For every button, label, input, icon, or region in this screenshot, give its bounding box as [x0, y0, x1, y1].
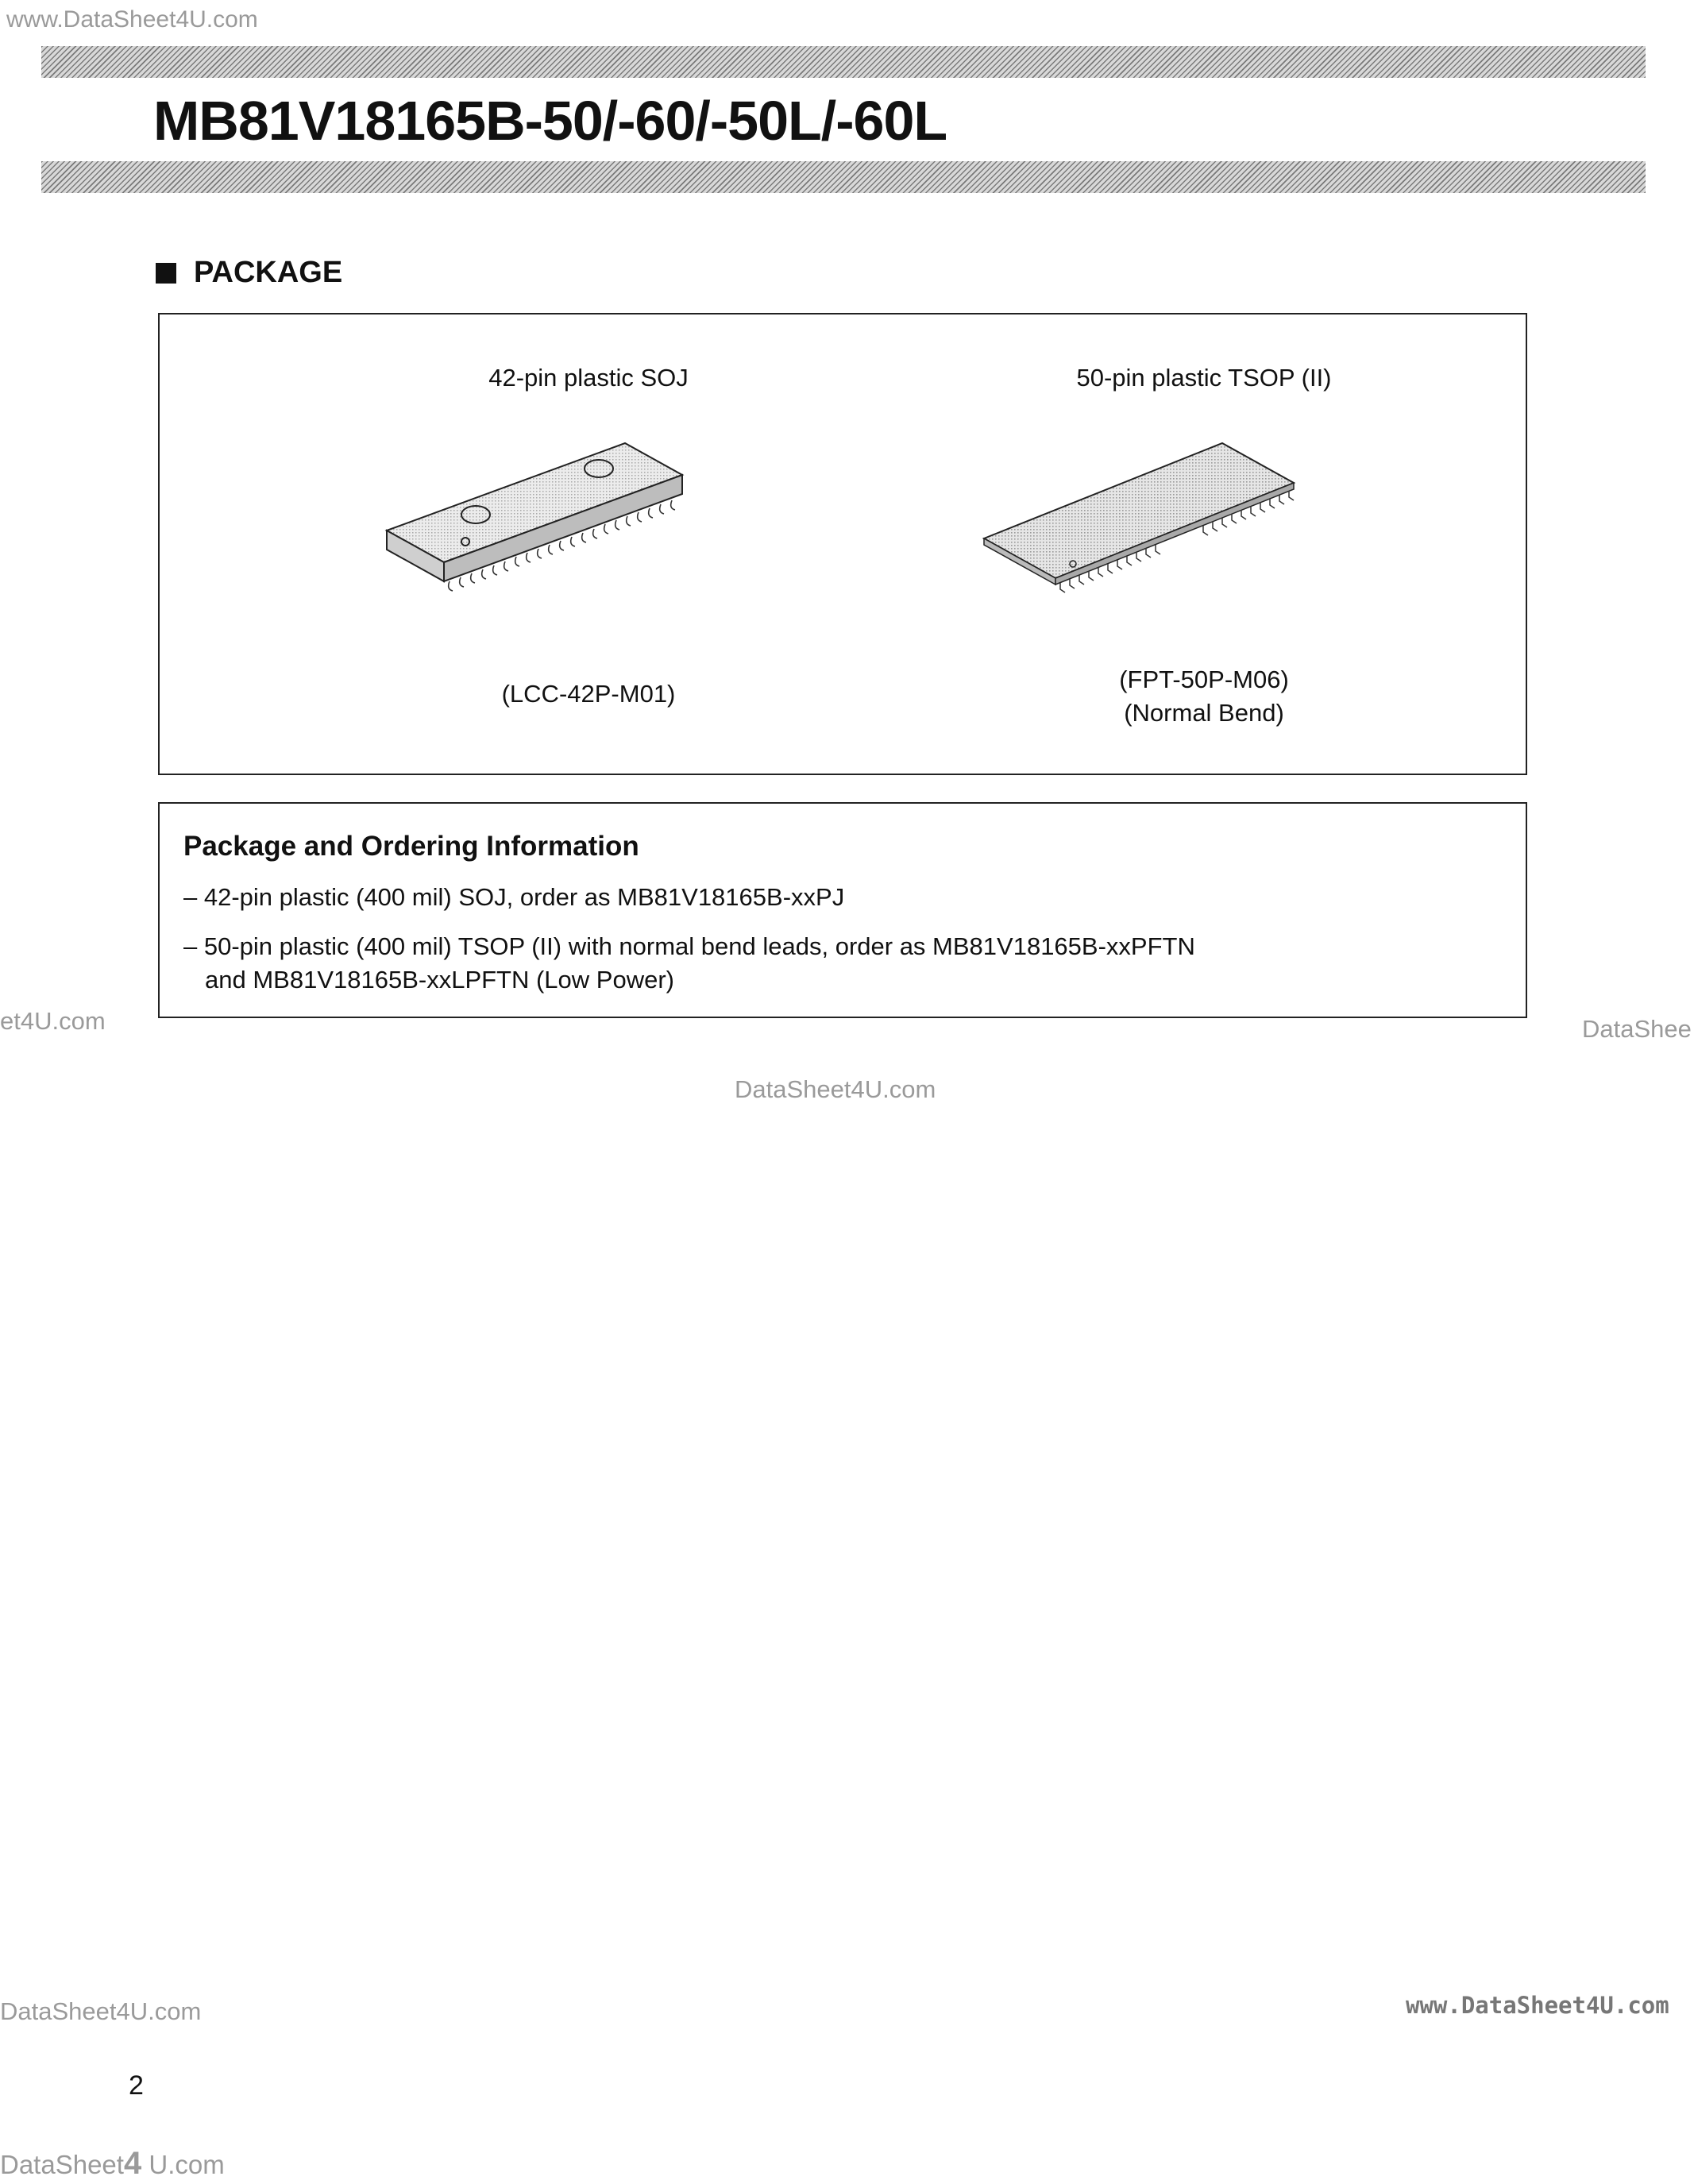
header-band-bottom: [41, 161, 1646, 193]
ordering-info-item: – 42-pin plastic (400 mil) SOJ, order as MB81V18165B-xxPJ: [183, 883, 845, 911]
watermark-footer: [0, 2146, 225, 2182]
section-heading: [156, 256, 342, 290]
watermark-footer-suffix: U.com: [149, 2150, 225, 2179]
package-figure-box: [158, 313, 1527, 775]
ordering-info-box: [158, 802, 1527, 1018]
watermark-top-left: www.DataSheet4U.com: [6, 6, 258, 33]
page-title: MB81V18165B-50/-60/-50L/-60L: [153, 90, 947, 152]
square-bullet-icon: [156, 263, 176, 284]
watermark-right-mid: DataShee: [1582, 1015, 1692, 1043]
page-number: 2: [129, 2070, 144, 2101]
watermark-footer-digit: 4: [123, 2146, 142, 2181]
tsop-package-note: (Normal Bend): [1124, 699, 1284, 727]
ordering-info-item: – 50-pin plastic (400 mil) TSOP (II) with normal bend leads, order as MB81V18165B-xxPFTN: [183, 932, 1195, 960]
tsop-package-code: (FPT-50P-M06): [1119, 666, 1289, 693]
watermark-bottom-left: DataSheet4U.com: [0, 1997, 202, 2025]
tsop-chip-illustration: [954, 434, 1399, 640]
watermark-bottom-right: www.DataSheet4U.com: [1406, 1992, 1669, 2019]
watermark-center: DataSheet4U.com: [735, 1075, 936, 1103]
ordering-info-title: Package and Ordering Information: [183, 831, 639, 862]
tsop-package-name: 50-pin plastic TSOP (II): [1076, 364, 1332, 392]
watermark-footer-prefix: DataSheet: [0, 2150, 124, 2179]
header-band-top: [41, 46, 1646, 78]
soj-chip-illustration: [374, 434, 787, 640]
soj-package-name: 42-pin plastic SOJ: [488, 364, 689, 392]
watermark-left-mid: et4U.com: [0, 1007, 106, 1035]
section-heading-text: PACKAGE: [194, 256, 343, 289]
ordering-info-item-continuation: and MB81V18165B-xxLPFTN (Low Power): [205, 966, 674, 994]
soj-package-code: (LCC-42P-M01): [501, 680, 676, 708]
